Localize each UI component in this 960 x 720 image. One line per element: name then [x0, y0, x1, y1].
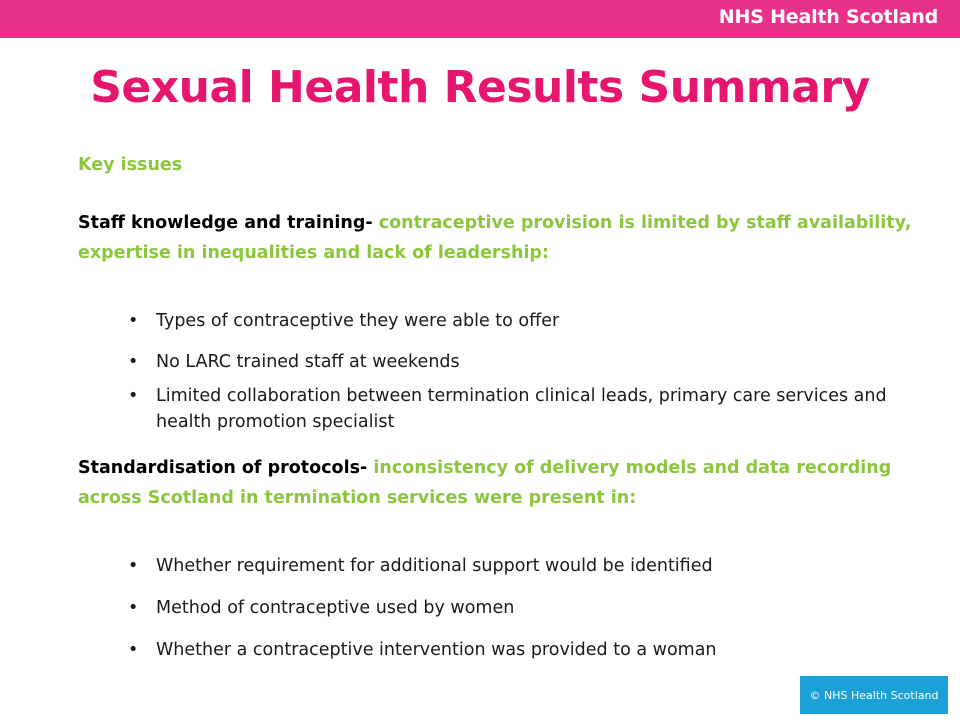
- list-item: [78, 553, 918, 579]
- bullet-list-staff: [78, 308, 918, 435]
- bullet-icon: •: [128, 386, 139, 406]
- list-item-text: Limited collaboration between termination clinical leads, primary care services and health promotion specialist: [156, 386, 887, 432]
- slide-content: [78, 152, 918, 663]
- copyright-badge: © NHS Health Scotland: [800, 676, 948, 714]
- section-text: contraceptive provision is limited by staff availability, expertise in inequalities and lack of leadership:: [78, 213, 912, 263]
- section-text: inconsistency of delivery models and data recording across Scotland in termination services were present in:: [78, 458, 892, 508]
- bullet-icon: •: [128, 311, 139, 331]
- section-standardisation: [78, 453, 918, 513]
- bullet-icon: •: [128, 598, 139, 618]
- list-item-text: No LARC trained staff at weekends: [156, 352, 460, 372]
- list-item-text: Method of contraceptive used by women: [156, 598, 515, 618]
- list-item-text: Types of contraceptive they were able to offer: [156, 311, 560, 331]
- page-title: Sexual Health Results Summary: [90, 62, 870, 113]
- list-item-text: Whether requirement for additional support would be identified: [156, 556, 713, 576]
- bullet-list-protocols: [78, 553, 918, 663]
- section-heading: Standardisation of protocols-: [78, 458, 368, 478]
- list-item: [78, 595, 918, 621]
- section-heading: Staff knowledge and training-: [78, 213, 373, 233]
- header-bar: [0, 0, 960, 38]
- list-item: [78, 308, 918, 334]
- list-item-text: Whether a contraceptive intervention was provided to a woman: [156, 640, 717, 660]
- section-staff-knowledge: [78, 208, 918, 268]
- list-item: [78, 637, 918, 663]
- brand-logo-text: NHS Health Scotland: [718, 6, 938, 28]
- list-item: [78, 349, 918, 375]
- list-item: [78, 383, 918, 435]
- bullet-icon: •: [128, 556, 139, 576]
- bullet-icon: •: [128, 640, 139, 660]
- bullet-icon: •: [128, 352, 139, 372]
- key-issues-label: Key issues: [78, 155, 183, 175]
